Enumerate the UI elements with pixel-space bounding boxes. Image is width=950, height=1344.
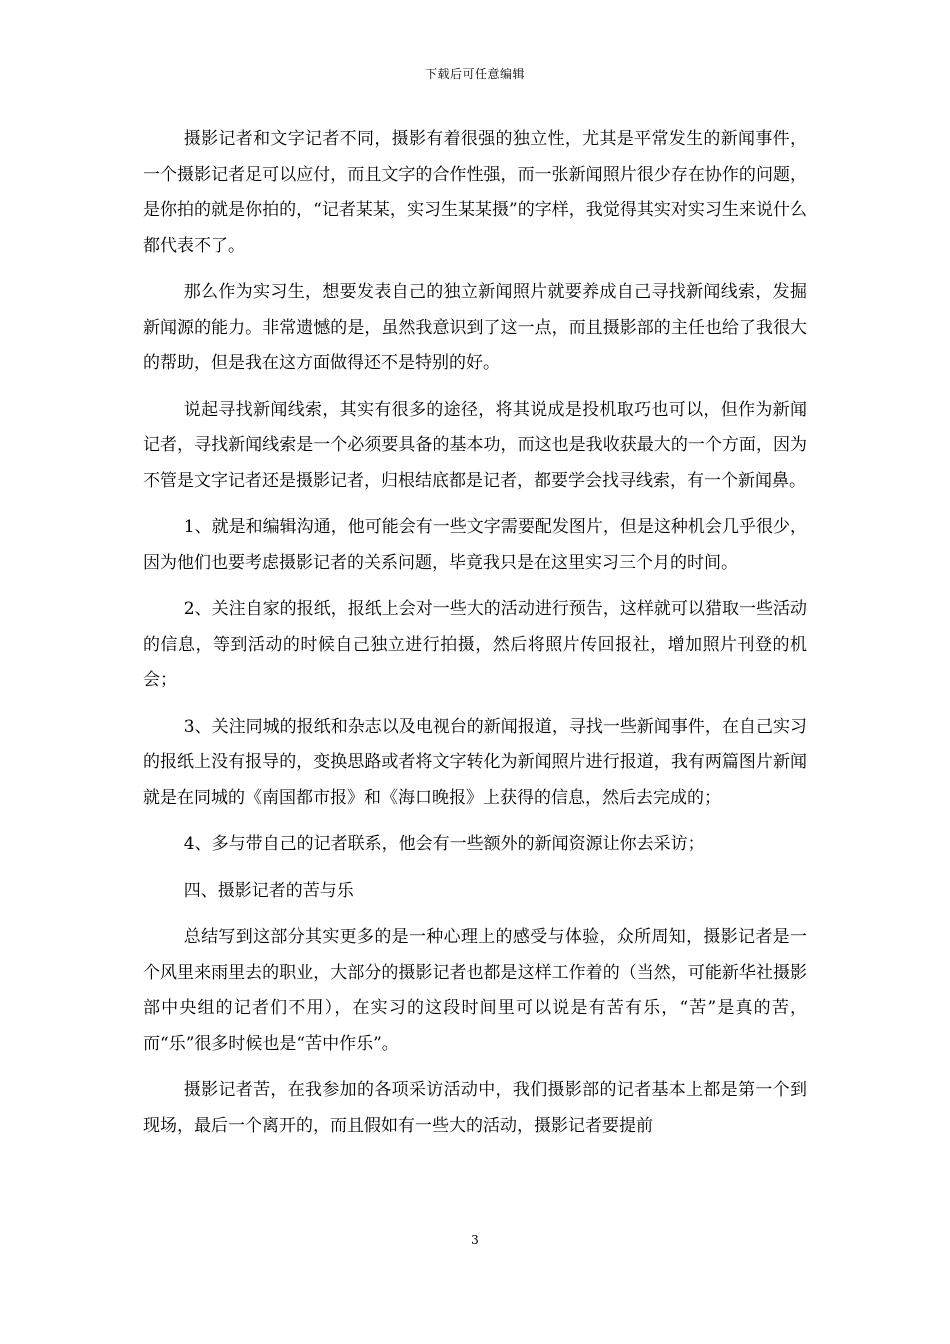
- paragraph: 摄影记者和文字记者不同，摄影有着很强的独立性，尤其是平常发生的新闻事件，一个摄影记者足可以应付，而且文字的合作性强，而一张新闻照片很少存在协作的问题，是你拍的就是你拍的，“记者某某，实习生某某摄”的字样，我觉得其实对实习生来说什么都代表不了。: [143, 129, 807, 256]
- list-item: 3、关注同城的报纸和杂志以及电视台的新闻报道，寻找一些新闻事件，在自己实习的报纸上没有报导的，变换思路或者将文字转化为新闻照片进行报道，我有两篇图片新闻就是在同城的《南国都市报》和《海口晚报》上获得的信息，然后去完成的；: [143, 716, 807, 808]
- paragraph: 总结写到这部分其实更多的是一种心理上的感受与体验，众所周知，摄影记者是一个风里来雨里去的职业，大部分的摄影记者也都是这样工作着的（当然，可能新华社摄影部中央组的记者们不用），在实习的这段时间里可以说是有苦有乐，“苦”是真的苦，而“乐”很多时候也是“苦中作乐”。: [143, 927, 807, 1054]
- page-number: 3: [471, 1233, 479, 1247]
- paragraph: 说起寻找新闻线索，其实有很多的途径，将其说成是投机取巧也可以，但作为新闻记者，寻找新闻线索是一个必须要具备的基本功，而这也是我收获最大的一个方面，因为不管是文字记者还是摄影记者，归根结底都是记者，都要学会找寻线索，有一个新闻鼻。: [143, 399, 807, 491]
- list-item: 4、多与带自己的记者联系，他会有一些额外的新闻资源让你去采访；: [183, 834, 705, 854]
- page-header: 下载后可任意编辑: [424, 67, 525, 81]
- list-item: 2、关注自家的报纸，报纸上会对一些大的活动进行预告，这样就可以猎取一些活动的信息，等到活动的时候自己独立进行拍摄，然后将照片传回报社，增加照片刊登的机会；: [143, 599, 807, 690]
- section-heading: 四、摄影记者的苦与乐: [183, 880, 354, 901]
- list-item: 1、就是和编辑沟通，他可能会有一些文字需要配发图片，但是这种机会几乎很少，因为他们也要考虑摄影记者的关系问题，毕竟我只是在这里实习三个月的时间。: [143, 517, 807, 573]
- document-body: [143, 122, 807, 1155]
- paragraph: 那么作为实习生，想要发表自己的独立新闻照片就要养成自己寻找新闻线索，发掘新闻源的能力。非常遗憾的是，虽然我意识到了这一点，而且摄影部的主任也给了我很大的帮助，但是我在这方面做得还不是特别的好。: [143, 282, 807, 373]
- paragraph: 摄影记者苦，在我参加的各项采访活动中，我们摄影部的记者基本上都是第一个到现场，最后一个离开的，而且假如有一些大的活动，摄影记者要提前: [143, 1080, 807, 1136]
